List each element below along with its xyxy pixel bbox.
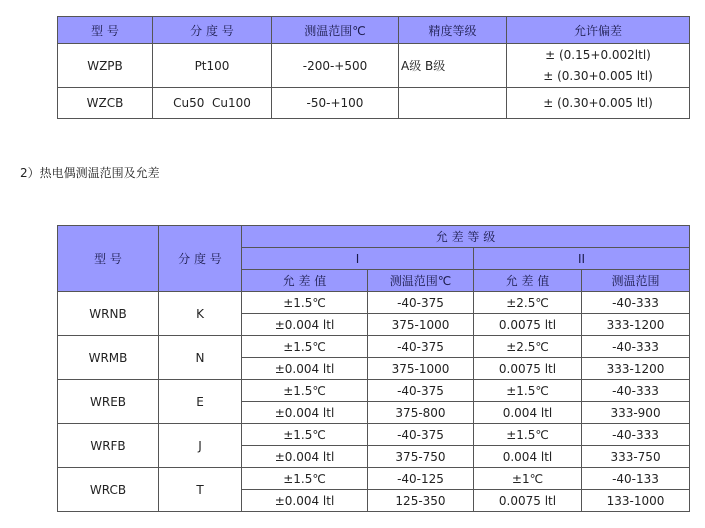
cell-index-number: N — [159, 336, 242, 380]
table-row — [58, 380, 690, 402]
cell-class1-range: 375-800 — [368, 402, 474, 424]
cell-class1-range: -40-375 — [368, 336, 474, 358]
cell-class2-range: -40-333 — [582, 336, 690, 358]
table-row — [58, 44, 690, 88]
cell-class1-range: -40-375 — [368, 424, 474, 446]
cell-model: WRFB — [58, 424, 159, 468]
cell-class2-range: 333-750 — [582, 446, 690, 468]
cell-class1-tolerance: ±1.5℃ — [242, 380, 368, 402]
thermocouple-table-body — [58, 292, 690, 512]
cell-index-number: E — [159, 380, 242, 424]
header-index-number: 分 度 号 — [153, 17, 272, 44]
cell-model: WRCB — [58, 468, 159, 512]
header-accuracy-grade: 精度等级 — [399, 17, 507, 44]
cell-class1-tolerance: ±0.004 ltl — [242, 490, 368, 512]
cell-model: WREB — [58, 380, 159, 424]
header-index-number: 分 度 号 — [159, 226, 242, 292]
cell-class2-range: -40-333 — [582, 380, 690, 402]
cell-model: WRMB — [58, 336, 159, 380]
cell-class1-range: 375-1000 — [368, 358, 474, 380]
cell-class2-tolerance: 0.0075 ltl — [474, 314, 582, 336]
cell-model: WRNB — [58, 292, 159, 336]
cell-index-number: J — [159, 424, 242, 468]
cell-class1-range: -40-375 — [368, 292, 474, 314]
cell-index-number: K — [159, 292, 242, 336]
header-class-2: II — [474, 248, 690, 270]
header-temp-range: 测温范围℃ — [272, 17, 399, 44]
cell-class2-range: 333-1200 — [582, 314, 690, 336]
cell-allowed-deviation — [507, 44, 690, 88]
cell-class2-range: -40-133 — [582, 468, 690, 490]
cell-class2-tolerance: 0.004 ltl — [474, 402, 582, 424]
cell-class1-range: -40-125 — [368, 468, 474, 490]
cell-class1-tolerance: ±0.004 ltl — [242, 446, 368, 468]
cell-class1-tolerance: ±1.5℃ — [242, 336, 368, 358]
header-tolerance-value: 允 差 值 — [474, 270, 582, 292]
cell-class2-tolerance: ±1.5℃ — [474, 380, 582, 402]
section-heading: 2）热电偶测温范围及允差 — [20, 166, 160, 180]
cell-class1-tolerance: ±1.5℃ — [242, 424, 368, 446]
cell-class1-range: 375-1000 — [368, 314, 474, 336]
cell-model: WZPB — [58, 44, 153, 88]
table-row — [58, 88, 690, 119]
cell-class1-range: -40-375 — [368, 380, 474, 402]
cell-class2-tolerance: ±1.5℃ — [474, 424, 582, 446]
table-row — [58, 292, 690, 314]
cell-accuracy-grade — [399, 88, 507, 119]
header-class-1: I — [242, 248, 474, 270]
cell-index-number: T — [159, 468, 242, 512]
cell-class2-tolerance: ±2.5℃ — [474, 292, 582, 314]
cell-class2-range: 333-1200 — [582, 358, 690, 380]
cell-class1-range: 375-750 — [368, 446, 474, 468]
cell-allowed-deviation: ± (0.30+0.005 ltl) — [507, 88, 690, 119]
rtd-tolerance-table — [57, 16, 690, 119]
cell-class1-tolerance: ±0.004 ltl — [242, 402, 368, 424]
cell-class1-tolerance: ±1.5℃ — [242, 468, 368, 490]
cell-class2-tolerance: ±1℃ — [474, 468, 582, 490]
table-header-row — [58, 226, 690, 248]
table-header-row — [58, 17, 690, 44]
cell-index-number: Pt100 — [153, 44, 272, 88]
cell-accuracy-grade: A级 B级 — [399, 44, 507, 88]
cell-class2-range: 133-1000 — [582, 490, 690, 512]
header-allowed-deviation: 允许偏差 — [507, 17, 690, 44]
cell-index-number: Cu50 Cu100 — [153, 88, 272, 119]
cell-class2-range: -40-333 — [582, 292, 690, 314]
cell-class1-tolerance: ±0.004 ltl — [242, 314, 368, 336]
cell-temp-range: -200-+500 — [272, 44, 399, 88]
header-model: 型 号 — [58, 17, 153, 44]
cell-class2-tolerance: 0.0075 ltl — [474, 358, 582, 380]
deviation-line: ± (0.30+0.005 ltl) — [543, 68, 653, 83]
header-temp-range: 测温范围℃ — [368, 270, 474, 292]
table-row — [58, 336, 690, 358]
cell-class2-tolerance: ±2.5℃ — [474, 336, 582, 358]
cell-class2-range: -40-333 — [582, 424, 690, 446]
header-model: 型 号 — [58, 226, 159, 292]
cell-class2-range: 333-900 — [582, 402, 690, 424]
table-row — [58, 424, 690, 446]
cell-class1-tolerance: ±1.5℃ — [242, 292, 368, 314]
header-tolerance-grade: 允 差 等 级 — [242, 226, 690, 248]
thermocouple-tolerance-table — [57, 225, 690, 512]
cell-class1-range: 125-350 — [368, 490, 474, 512]
cell-temp-range: -50-+100 — [272, 88, 399, 119]
table-row — [58, 468, 690, 490]
header-temp-range: 测温范围 — [582, 270, 690, 292]
header-tolerance-value: 允 差 值 — [242, 270, 368, 292]
cell-class2-tolerance: 0.0075 ltl — [474, 490, 582, 512]
cell-class2-tolerance: 0.004 ltl — [474, 446, 582, 468]
cell-model: WZCB — [58, 88, 153, 119]
cell-class1-tolerance: ±0.004 ltl — [242, 358, 368, 380]
deviation-line: ± (0.15+0.002ltl) — [545, 47, 651, 62]
